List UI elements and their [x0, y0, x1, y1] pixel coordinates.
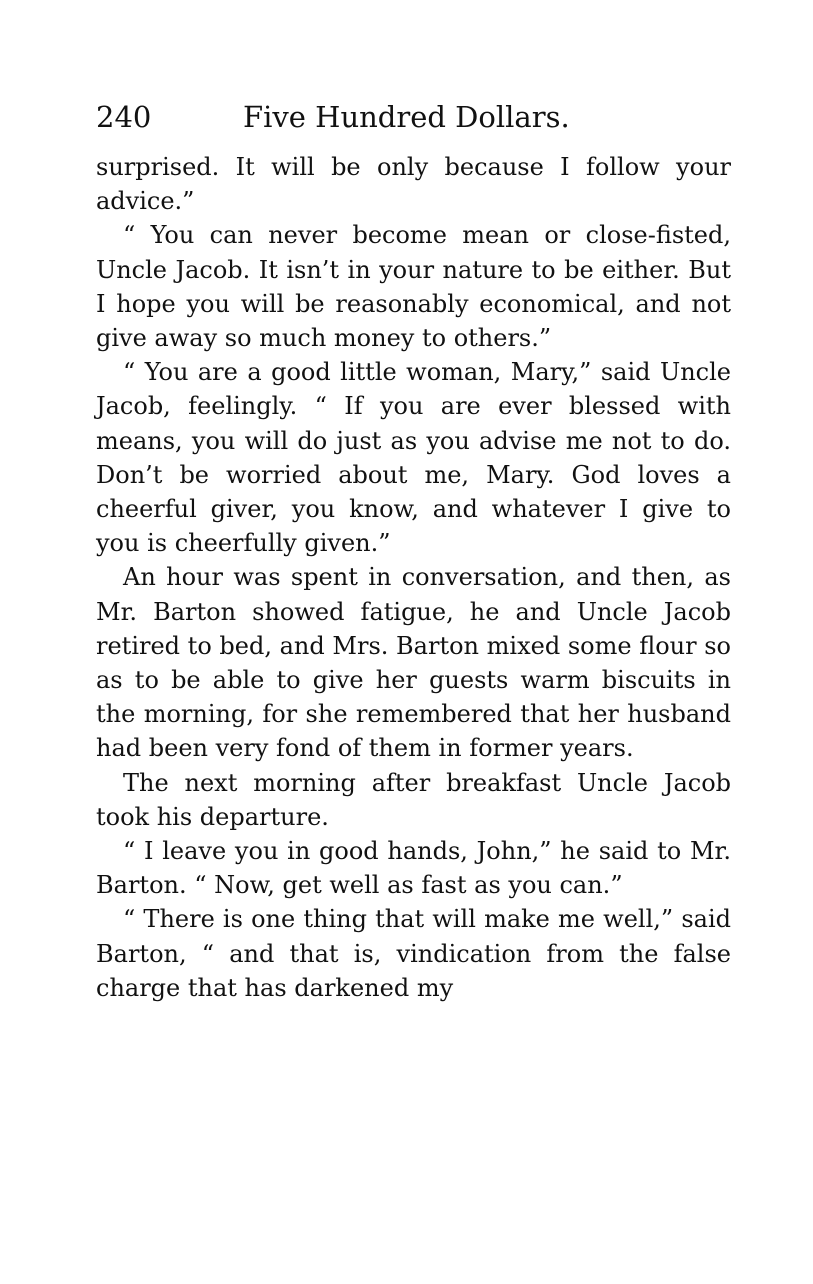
page-header — [96, 96, 731, 138]
page-number: 240 — [96, 100, 152, 134]
paragraph: “ There is one thing that will make me well,” said Barton, “ and that is, vindication from the false charge that has darkened my — [96, 905, 731, 1002]
paragraph: The next morning after breakfast Uncle Jacob took his departure. — [96, 768, 731, 831]
running-title: Five Hundred Dollars. — [243, 100, 570, 134]
book-page — [96, 96, 731, 1005]
paragraph: “ I leave you in good hands, John,” he said to Mr. Barton. “ Now, get well as fast as you can.” — [96, 837, 731, 900]
body-text — [96, 150, 731, 1005]
paragraph: An hour was spent in conversation, and then, as Mr. Barton showed fatigue, he and Uncle Jacob retired to bed, and Mrs. Barton mixed some flour so as to be able to give her guests warm biscuits in the morning, for she remembered that her husband had been very fond of them in former years. — [96, 563, 731, 763]
paragraph: “ You can never become mean or close-fisted, Uncle Jacob. It isn’t in your nature to be either. But I hope you will be reasonably economical, and not give away so much money to others.” — [96, 221, 731, 353]
paragraph: surprised. It will be only because I follow your advice.” — [96, 153, 731, 216]
paragraph: “ You are a good little woman, Mary,” said Uncle Jacob, feelingly. “ If you are ever blessed with means, you will do just as you advise me not to do. Don’t be worried about me, Mary. God loves a cheerful giver, you know, and whatever I give to you is cheerfully given.” — [96, 358, 731, 558]
